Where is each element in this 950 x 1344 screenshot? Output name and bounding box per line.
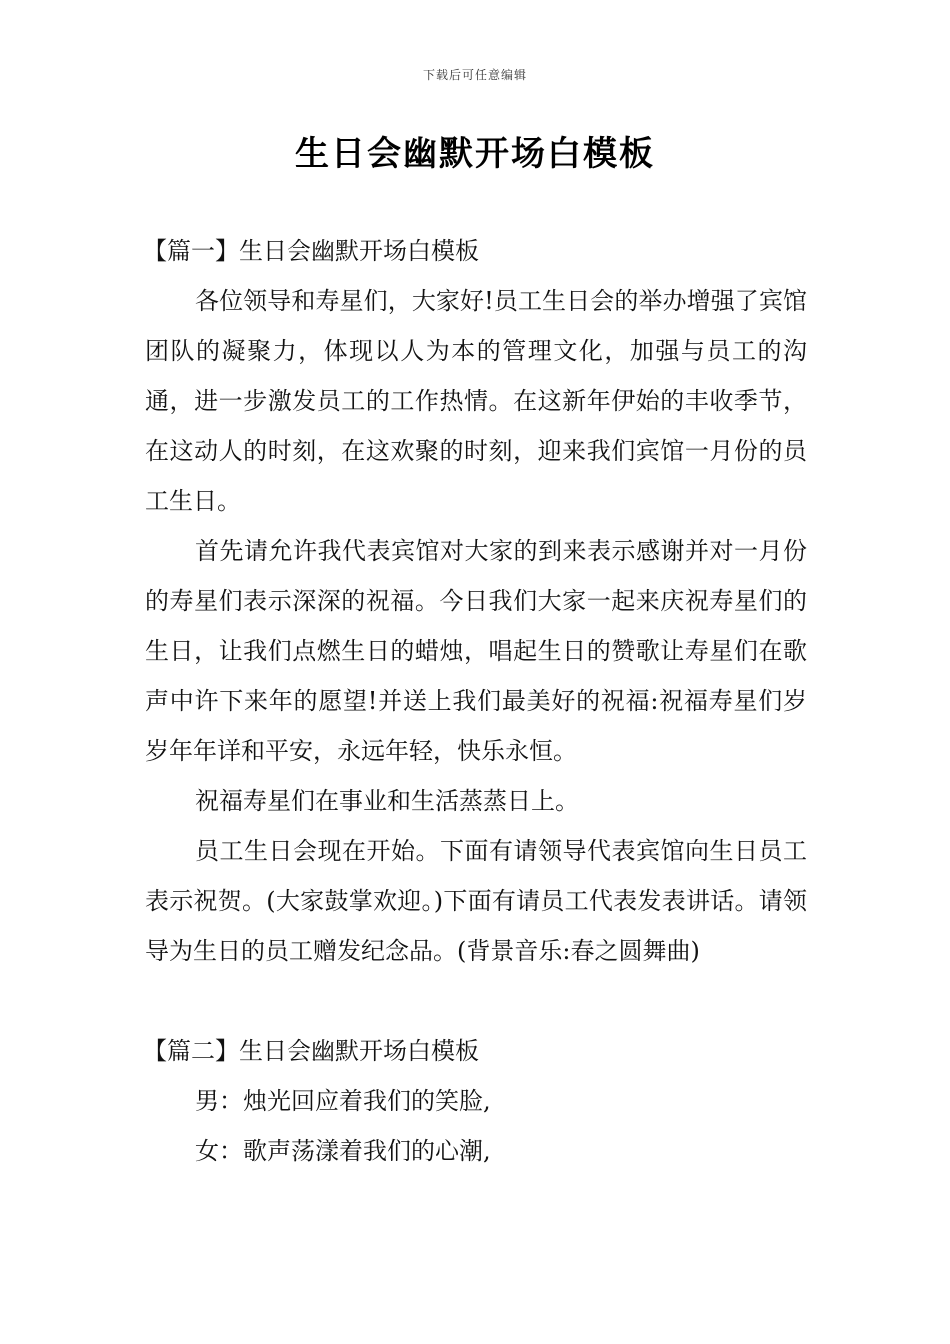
document-title: 生日会幽默开场白模板 (295, 134, 655, 174)
paragraph: 各位领导和寿星们，大家好!员工生日会的举办增强了宾馆团队的凝聚力，体现以人为本的管理文化，加强与员工的沟通，进一步激发员工的工作热情。在这新年伊始的丰收季节，在这动人的时刻，在这欢聚的时刻，迎来我们宾馆一月份的员工生日。 (145, 287, 807, 515)
section-two (145, 1026, 807, 1176)
section-one (145, 226, 807, 976)
page-header-note: 下载后可任意编辑 (422, 68, 527, 82)
paragraph: 员工生日会现在开始。下面有请领导代表宾馆向生日员工表示祝贺。(大家鼓掌欢迎。)下面有请员工代表发表讲话。请领导为生日的员工赠发纪念品。(背景音乐:春之圆舞曲) (145, 837, 807, 965)
section-spacer (145, 976, 807, 1026)
paragraph: 祝福寿星们在事业和生活蒸蒸日上。 (195, 787, 579, 815)
document-body (145, 226, 807, 1176)
dialogue-line: 女：歌声荡漾着我们的心潮, (195, 1137, 491, 1165)
dialogue-line: 男：烛光回应着我们的笑脸, (195, 1087, 491, 1115)
section-heading: 【篇一】生日会幽默开场白模板 (143, 237, 479, 265)
section-heading: 【篇二】生日会幽默开场白模板 (143, 1037, 479, 1065)
paragraph: 首先请允许我代表宾馆对大家的到来表示感谢并对一月份的寿星们表示深深的祝福。今日我们大家一起来庆祝寿星们的生日，让我们点燃生日的蜡烛，唱起生日的赞歌让寿星们在歌声中许下来年的愿望!并送上我们最美好的祝福:祝福寿星们岁岁年年详和平安，永远年轻，快乐永恒。 (145, 537, 807, 765)
